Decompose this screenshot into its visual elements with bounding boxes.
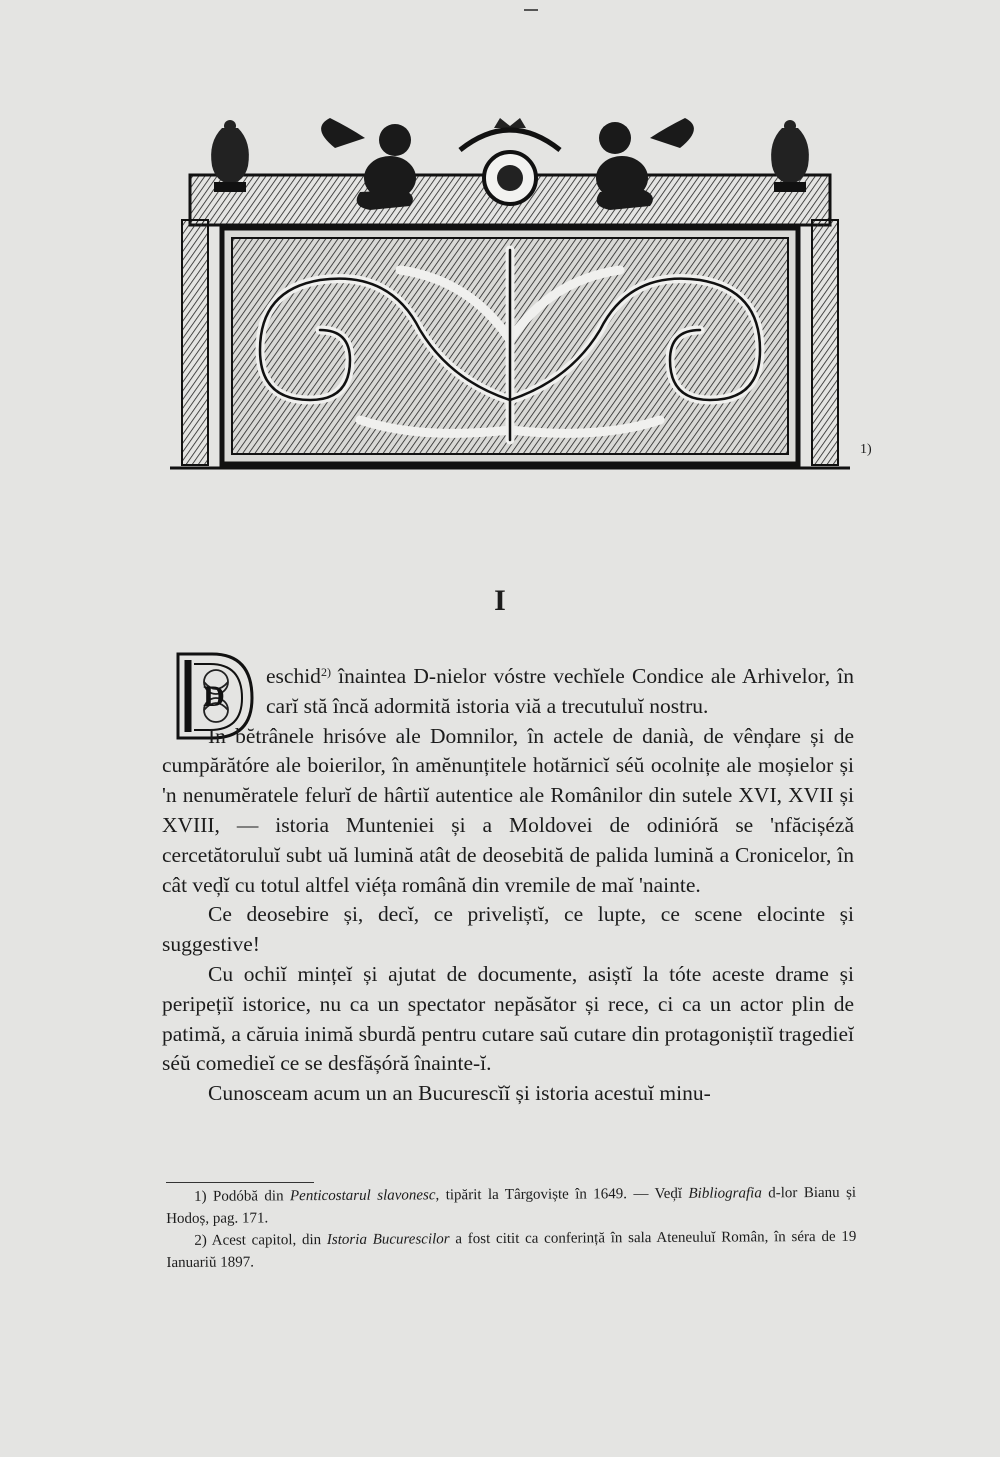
footnotes [166, 1182, 857, 1274]
footnote-2 [166, 1226, 856, 1274]
paragraph-1 [162, 662, 854, 722]
footnote-2-title: Istoria Bucurescilor [326, 1231, 450, 1249]
paragraph-5: Cunosceam acum un an Bucurescĭĭ și istoria acestuĭ minu- [208, 1081, 711, 1106]
chapter-heading: I [494, 584, 506, 617]
body-text [162, 662, 854, 1109]
drop-cap-letter: D [203, 680, 225, 713]
paragraph-1-text: înaintea D-nielor vóstre vechĭele Condice ale Arhivelor, în carĭ stă încă adormită istoria viă a trecutuluĭ nostru. [266, 664, 854, 718]
footnote-rule [166, 1182, 314, 1183]
footnote-2-text-b: a fost citit ca conferință în sala Ateneuluĭ Român, în séra de 19 Ianuariŭ 1897. [166, 1228, 857, 1271]
footnote-1-text-c: d-lor Bianu și Hodoș, pag. 171. [166, 1184, 857, 1227]
paragraph-3: Ce deosebire și, decĭ, ce priveliștĭ, ce lupte, ce scene elocinte și suggestive! [162, 902, 854, 957]
footnote-1-marker: 1) [194, 1188, 207, 1205]
paragraph-1-start: eschid [266, 664, 321, 688]
ornament-footnote-marker: 1) [860, 442, 872, 457]
paragraph-4: Cu ochiĭ mințeĭ și ajutat de documente, asiștĭ la tóte aceste drame și peripețiĭ istorice, nu ca un spectator nepăsător și rece, ci ca un actor plin de patimă, a căruia inimă sburdă pentru cutare saŭ cutare din protagoniștiĭ tragedieĭ séŭ comedieĭ ce se desfășóră înainte-ĭ. [162, 961, 854, 1076]
footnote-1-text-b: tipărit la Târgoviște în 1649. — Veḑĭ [439, 1185, 689, 1204]
footnote-1-ref: Bibliografia [688, 1185, 762, 1202]
footnote-1-text-a: Podóbă din [206, 1188, 291, 1205]
headpiece-ornament [160, 100, 860, 472]
paragraph-2: In bĕtrânele hrisóve ale Domnilor, în actele de danià, de vênḑare și de cumpărătóre ale boierilor, în amĕnunțitele hotărnicĭ séŭ ocolnițe ale moșielor și 'n nenumĕratele felurĭ de hârtiĭ autentice ale Românilor din sutele XVI, XVII și XVIII, — istoria Munteniei și a Moldovei de odinióră se 'nfăcișézǎ cercetătoruluĭ subt uă lumină atât de deosebită de palida lumină a Cronicelor, în cât veḑĭ cu totul altfel viéța română din vremile de maĭ 'nainte. [162, 723, 854, 897]
footnote-1-title: Penticostarul slavonesc, [289, 1187, 440, 1205]
footnote-1 [166, 1182, 856, 1230]
footnote-ref-2: 2) [320, 665, 331, 679]
page-top-mark [524, 9, 538, 11]
footnote-2-text-a: Acest capitol, din [206, 1232, 327, 1249]
footnote-2-marker: 2) [194, 1232, 207, 1249]
